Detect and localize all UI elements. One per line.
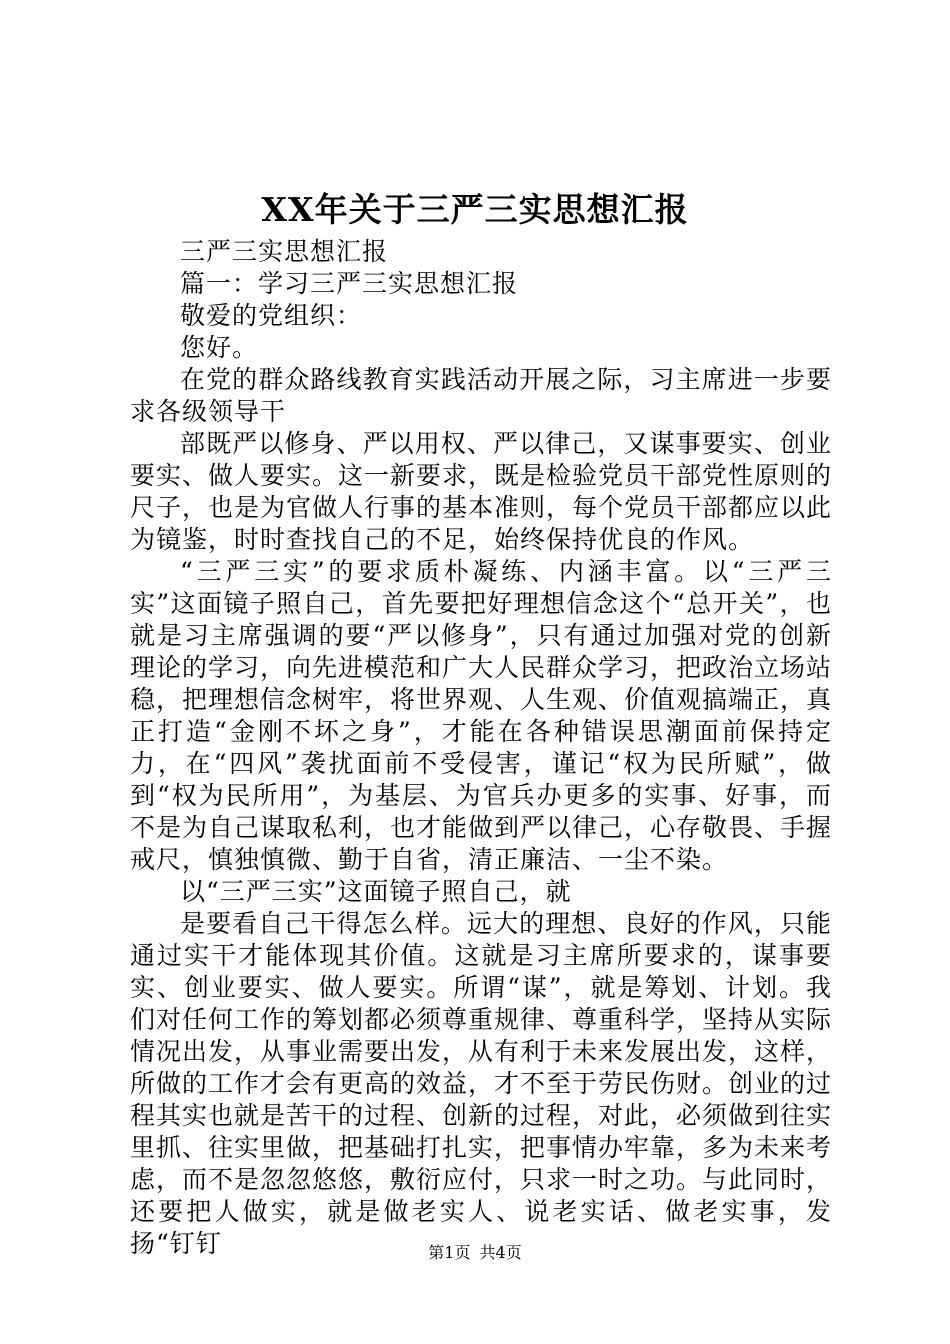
paragraph-subheading: 篇一：学习三严三实思想汇报 bbox=[180, 269, 519, 298]
paragraph: “三严三实”的要求质朴凝练、内涵丰富。以“三严三实”这面镜子照自己，首先要把好理想信念这个“总开关”，也就是习主席强调的要“严以修身”，只有通过加强对党的创新理论的学习，向先进模范和广大人民群众学习，把政治立场站稳，把理想信念树牢，将世界观、人生观、价值观搞端正，真正打造“金刚不坏之身”，才能在各种错误思潮面前保持定力，在“四风”袭扰面前不受侵害，谨记“权为民所赋”，做到“权为民所用”，为基层、为官兵办更多的实事、好事，而不是为自己谋取私利，也才能做到严以律己，心存敬畏、手握戒尺，慎独慎微、勤于自省，清正廉洁、一尘不染。 bbox=[130, 557, 833, 874]
document-title: XX年关于三严三实思想汇报 bbox=[261, 190, 689, 229]
paragraph: 在党的群众路线教育实践活动开展之际，习主席进一步要求各级领导干 bbox=[130, 365, 832, 426]
paragraph-greeting: 您好。 bbox=[180, 333, 259, 362]
paragraph: 部既严以修身、严以用权、严以律己，又谋事要实、创业要实、做人要实。这一新要求，既是检验党员干部党性原则的尺子，也是为官做人行事的基本准则，每个党员干部都应以此为镜鉴，时时查找自己的不足，始终保持优良的作风。 bbox=[130, 429, 833, 554]
paragraph: 以“三严三实”这面镜子照自己，就 bbox=[180, 877, 572, 906]
paragraph-heading: 三严三实思想汇报 bbox=[180, 237, 389, 266]
paragraph: 是要看自己干得怎么样。远大的理想、良好的作风，只能通过实干才能体现其价值。这就是习主席所要求的，谋事要实、创业要实、做人要实。所谓“谋”，就是筹划、计划。我们对任何工作的筹划都必须尊重规律、尊重科学，坚持从实际情况出发，从事业需要出发，从有利于未来发展出发，这样，所做的工作才会有更高的效益，才不至于劳民伤财。创业的过程其实也就是苦干的过程、创新的过程，对此，必须做到往实里抓、往实里做，把基础打扎实，把事情办牢靠，多为未来考虑，而不是忽忽悠悠，敷衍应付，只求一时之功。与此同时，还要把人做实，就是做老实人、说老实话、做老实事，发扬“钉钉 bbox=[130, 909, 833, 1258]
page-footer bbox=[0, 1241, 950, 1265]
paragraph-salutation: 敬爱的党组织： bbox=[180, 301, 363, 330]
page-total: 共4页 bbox=[479, 1243, 522, 1262]
page-number: 第1页 bbox=[428, 1243, 471, 1262]
document-body bbox=[130, 236, 832, 1260]
